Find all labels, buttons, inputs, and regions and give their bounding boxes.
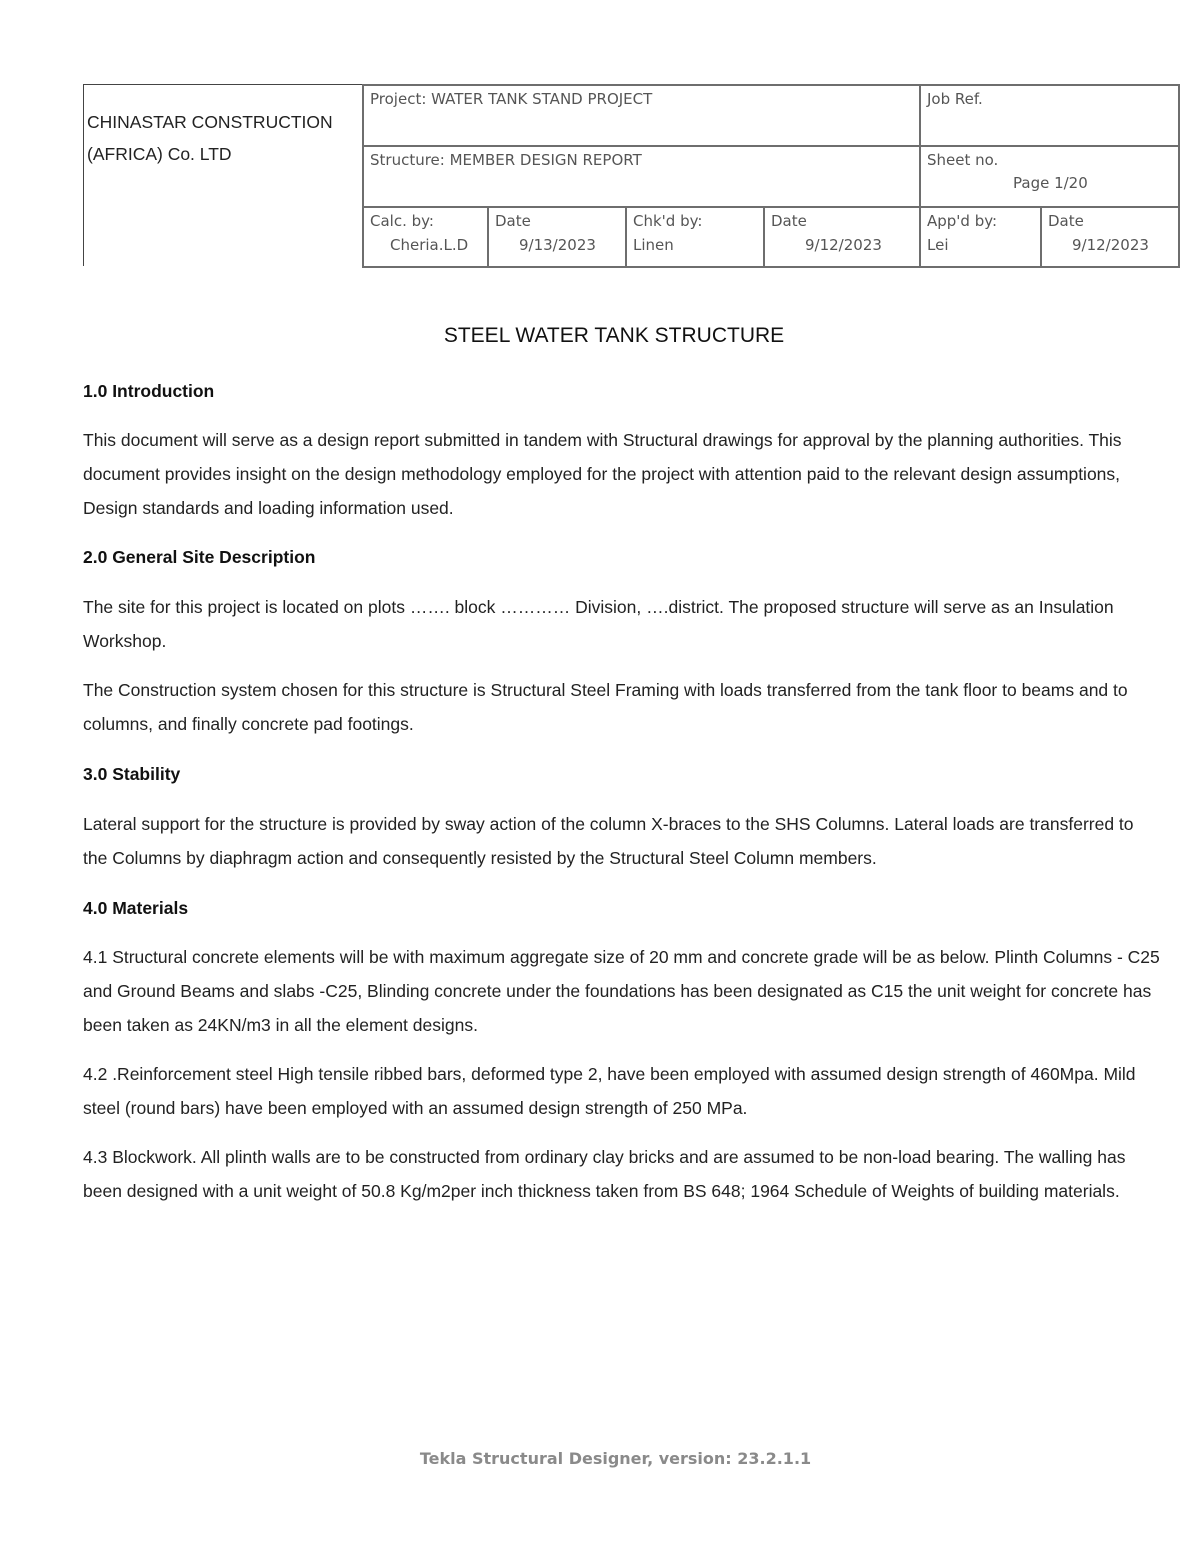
sheet-no-label: Sheet no. [927,151,999,169]
software-version-footer: Tekla Structural Designer, version: 23.2.1.1 [419,1449,812,1468]
chkd-by-label: Chk'd by: [633,212,703,230]
appd-date-value: 9/12/2023 [1072,236,1149,254]
calc-by-label: Calc. by: [370,212,434,230]
section-heading-materials: 4.0 Materials [83,898,189,918]
project-cell [362,84,921,147]
document-title: STEEL WATER TANK STRUCTURE [443,324,785,347]
project-label: Project: WATER TANK STAND PROJECT [370,90,653,108]
chkd-date-label: Date [771,212,807,230]
calc-by-value: Cheria.L.D [390,236,469,254]
job-ref-cell [919,84,1180,147]
appd-by-cell [919,206,1042,268]
appd-date-cell [1040,206,1180,268]
structure-label: Structure: MEMBER DESIGN REPORT [370,151,642,169]
company-name-line-1: CHINASTAR CONSTRUCTION [87,112,333,132]
section-heading-stability: 3.0 Stability [83,764,181,784]
paragraph-blockwork: 4.3 Blockwork. All plinth walls are to be constructed from ordinary clay bricks and are assumed to be non-load bearing. The walling has been designed with a unit weight of 50.8 Kg/m2per inch thickness taken from BS 648; 1964 Schedule of Weights of building materials. [83,1147,1126,1201]
company-name-cell [83,84,362,266]
sheet-no-cell [919,145,1180,208]
appd-date-label: Date [1048,212,1084,230]
sheet-no-value: Page 1/20 [1013,174,1088,192]
appd-by-value: Lei [927,236,949,254]
section-heading-introduction: 1.0 Introduction [83,381,215,401]
chkd-by-value: Linen [633,236,674,254]
paragraph-introduction: This document will serve as a design report submitted in tandem with Structural drawings for approval by the planning authorities. This document provides insight on the design methodology employed for the project with attention paid to the relevant design assumptions, Design standards and loading information used. [83,430,1122,518]
appd-by-label: App'd by: [927,212,998,230]
paragraph-stability: Lateral support for the structure is provided by sway action of the column X-braces to the SHS Columns. Lateral loads are transferred to the Columns by diaphragm action and consequently resisted by the Structural Steel Column members. [83,814,1134,868]
chkd-date-value: 9/12/2023 [805,236,882,254]
calc-date-label: Date [495,212,531,230]
calc-date-cell [487,206,627,268]
company-name-line-2: (AFRICA) Co. LTD [87,144,232,164]
structure-cell [362,145,921,208]
job-ref-label: Job Ref. [927,90,983,108]
paragraph-concrete: 4.1 Structural concrete elements will be with maximum aggregate size of 20 mm and concrete grade will be as below. Plinth Columns - C25 and Ground Beams and slabs -C25, Blinding concrete under the foundations has been designated as C15 the unit weight for concrete has been taken as 24KN/m3 in all the element designs. [83,947,1160,1035]
chkd-date-cell [763,206,921,268]
calc-by-cell [362,206,489,268]
calc-date-value: 9/13/2023 [519,236,596,254]
section-heading-site-description: 2.0 General Site Description [83,547,316,567]
paragraph-construction-system: The Construction system chosen for this structure is Structural Steel Framing with loads transferred from the tank floor to beams and to columns, and finally concrete pad footings. [83,680,1128,734]
paragraph-reinforcement: 4.2 .Reinforcement steel High tensile ribbed bars, deformed type 2, have been employed with assumed design strength of 460Mpa. Mild steel (round bars) have been employed with an assumed design strength of 250 MPa. [83,1064,1136,1118]
chkd-by-cell [625,206,765,268]
paragraph-site-location: The site for this project is located on plots ……. block ………… Division, ….district. The proposed structure will serve as an Insulation Workshop. [83,597,1114,651]
